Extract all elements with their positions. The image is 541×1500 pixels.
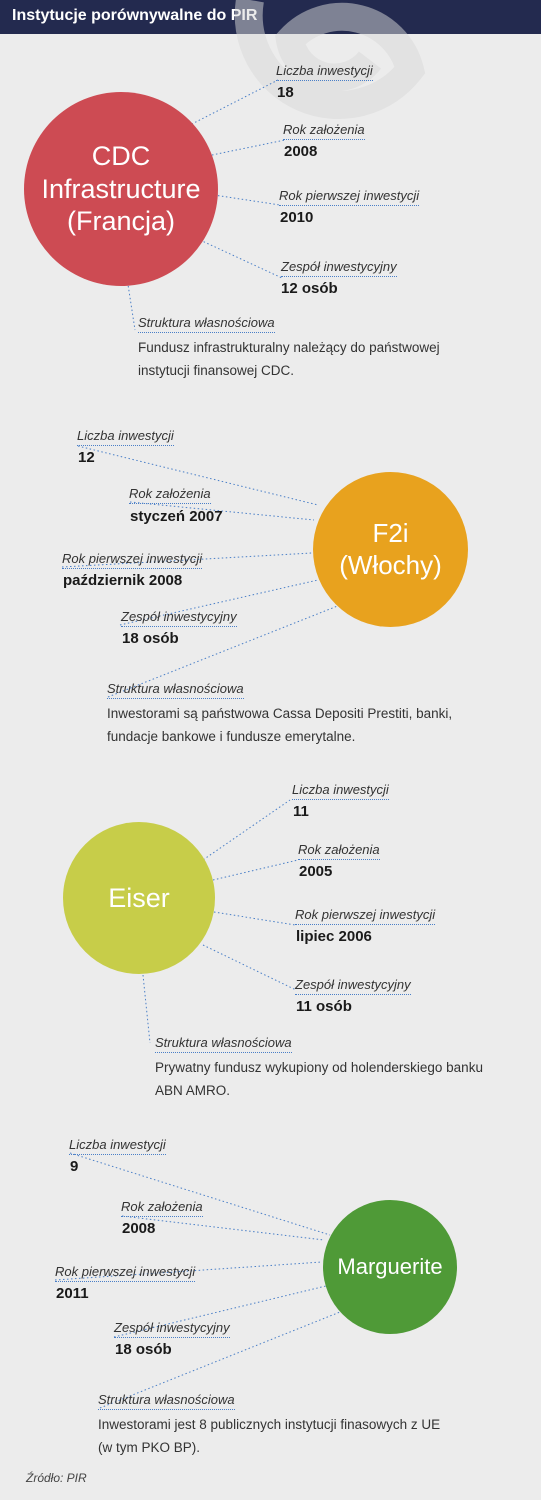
label-first-investment: Rok pierwszej inwestycji [279,188,419,206]
label-first-investment: Rok pierwszej inwestycji [295,907,435,925]
label-first-investment: Rok pierwszej inwestycji [55,1264,195,1282]
circle-marguerite [323,1200,457,1334]
ownership-line-1: Inwestorami są państwowa Cassa Depositi Prestiti, banki, [107,706,453,721]
label-team: Zespół inwestycyjny [281,259,397,277]
ownership-line-2: ABN AMRO. [155,1083,231,1098]
label-investments: Liczba inwestycji [77,428,174,446]
value-team: 18 osób [122,630,179,647]
ownership-line-2: instytucji finansowej CDC. [138,363,295,378]
ownership-line-1: Fundusz infrastrukturalny należący do państwowej [138,340,440,355]
page-title: Instytucje porównywalne do PIR [12,7,258,24]
label-first-investment: Rok pierwszej inwestycji [62,551,202,569]
value-founded: 2008 [122,1220,156,1237]
value-investments: 11 [293,803,309,820]
value-first-investment: 2010 [280,209,314,226]
value-first-investment: 2011 [56,1285,89,1302]
value-first-investment: październik 2008 [63,572,183,589]
value-first-investment: lipiec 2006 [296,928,372,945]
value-team: 18 osób [115,1341,172,1358]
label-team: Zespół inwestycyjny [121,609,237,627]
value-team: 12 osób [281,280,338,297]
label-founded: Rok założenia [298,842,380,860]
label-ownership: Struktura własnościowa [155,1035,292,1053]
institution-name: CDC Infrastructure (Francja) [41,141,201,237]
source-note: Źródło: PIR [26,1471,87,1485]
label-founded: Rok założenia [283,122,365,140]
circle-eiser [63,822,215,974]
label-founded: Rok założenia [121,1199,203,1217]
ownership-line-1: Prywatny fundusz wykupiony od holenderskiego banku [155,1060,483,1075]
ownership-line-2: fundacje bankowe i fundusze emerytalne. [107,729,356,744]
label-investments: Liczba inwestycji [276,63,373,81]
circle-f2i [313,472,468,627]
label-team: Zespół inwestycyjny [295,977,411,995]
institution-name: Eiser [108,882,170,913]
institution-name: F2i (Włochy) [339,518,442,580]
circle-cdc-infrastructure [24,92,218,286]
value-investments: 18 [277,84,294,101]
value-founded: styczeń 2007 [130,508,223,525]
ownership-line-1: Inwestorami jest 8 publicznych instytucji finasowych z UE [98,1417,441,1432]
label-investments: Liczba inwestycji [292,782,389,800]
value-team: 11 osób [296,998,352,1015]
label-investments: Liczba inwestycji [69,1137,166,1155]
value-investments: 9 [70,1158,79,1175]
institution-name: Marguerite [337,1253,443,1279]
value-investments: 12 [78,449,95,466]
label-ownership: Struktura własnościowa [107,681,244,699]
ownership-line-2: (w tym PKO BP). [98,1440,201,1455]
label-founded: Rok założenia [129,486,211,504]
label-ownership: Struktura własnościowa [98,1392,235,1410]
value-founded: 2005 [299,863,333,880]
value-founded: 2008 [284,143,318,160]
label-ownership: Struktura własnościowa [138,315,275,333]
label-team: Zespół inwestycyjny [114,1320,230,1338]
